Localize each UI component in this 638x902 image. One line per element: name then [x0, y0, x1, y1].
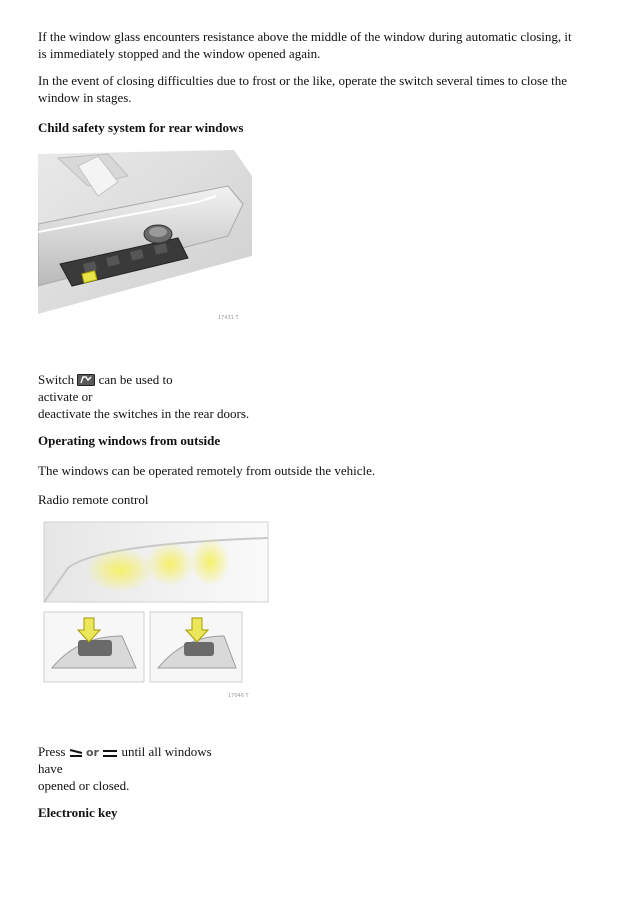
remote-control-drawing [38, 518, 270, 698]
frost-line-1: In the event of closing difficulties due to frost or the like, operate the switch several times to close the [38, 73, 567, 88]
outside-text: The windows can be operated remotely from outside the vehicle. [38, 463, 376, 478]
auto-close-line-2: is immediately stopped and the window opened again. [38, 46, 321, 61]
auto-close-line-1: If the window glass encounters resistance above the middle of the window during automatic closing, it [38, 29, 572, 44]
heading-electronic-key: Electronic key [38, 805, 118, 820]
switch-text-pre: Switch [38, 372, 75, 387]
switch-text-post: can be used to [98, 372, 173, 387]
heading-operating-outside: Operating windows from outside [38, 433, 221, 448]
heading-child-safety: Child safety system for rear windows [38, 120, 244, 135]
press-text-post: until all windows [121, 744, 212, 759]
figure-code-1: 17431 T [218, 315, 239, 321]
close-button-icon [102, 745, 118, 762]
press-line-2: have [38, 761, 63, 776]
switch-line-3: deactivate the switches in the rear doors. [38, 406, 250, 421]
open-button-icon [69, 745, 83, 762]
door-switch-panel-drawing [38, 146, 260, 324]
remote-control-illustration [38, 518, 270, 698]
frost-line-2: window in stages. [38, 90, 132, 105]
press-line-1 [38, 743, 212, 762]
switch-line-2: activate or [38, 389, 93, 404]
radio-remote-label: Radio remote control [38, 492, 149, 507]
figure-code-2: 17046 T [228, 693, 249, 698]
door-switch-illustration [38, 146, 260, 324]
press-line-3: opened or closed. [38, 778, 130, 793]
press-text-pre: Press [38, 744, 66, 759]
press-text-or: or [85, 746, 99, 759]
